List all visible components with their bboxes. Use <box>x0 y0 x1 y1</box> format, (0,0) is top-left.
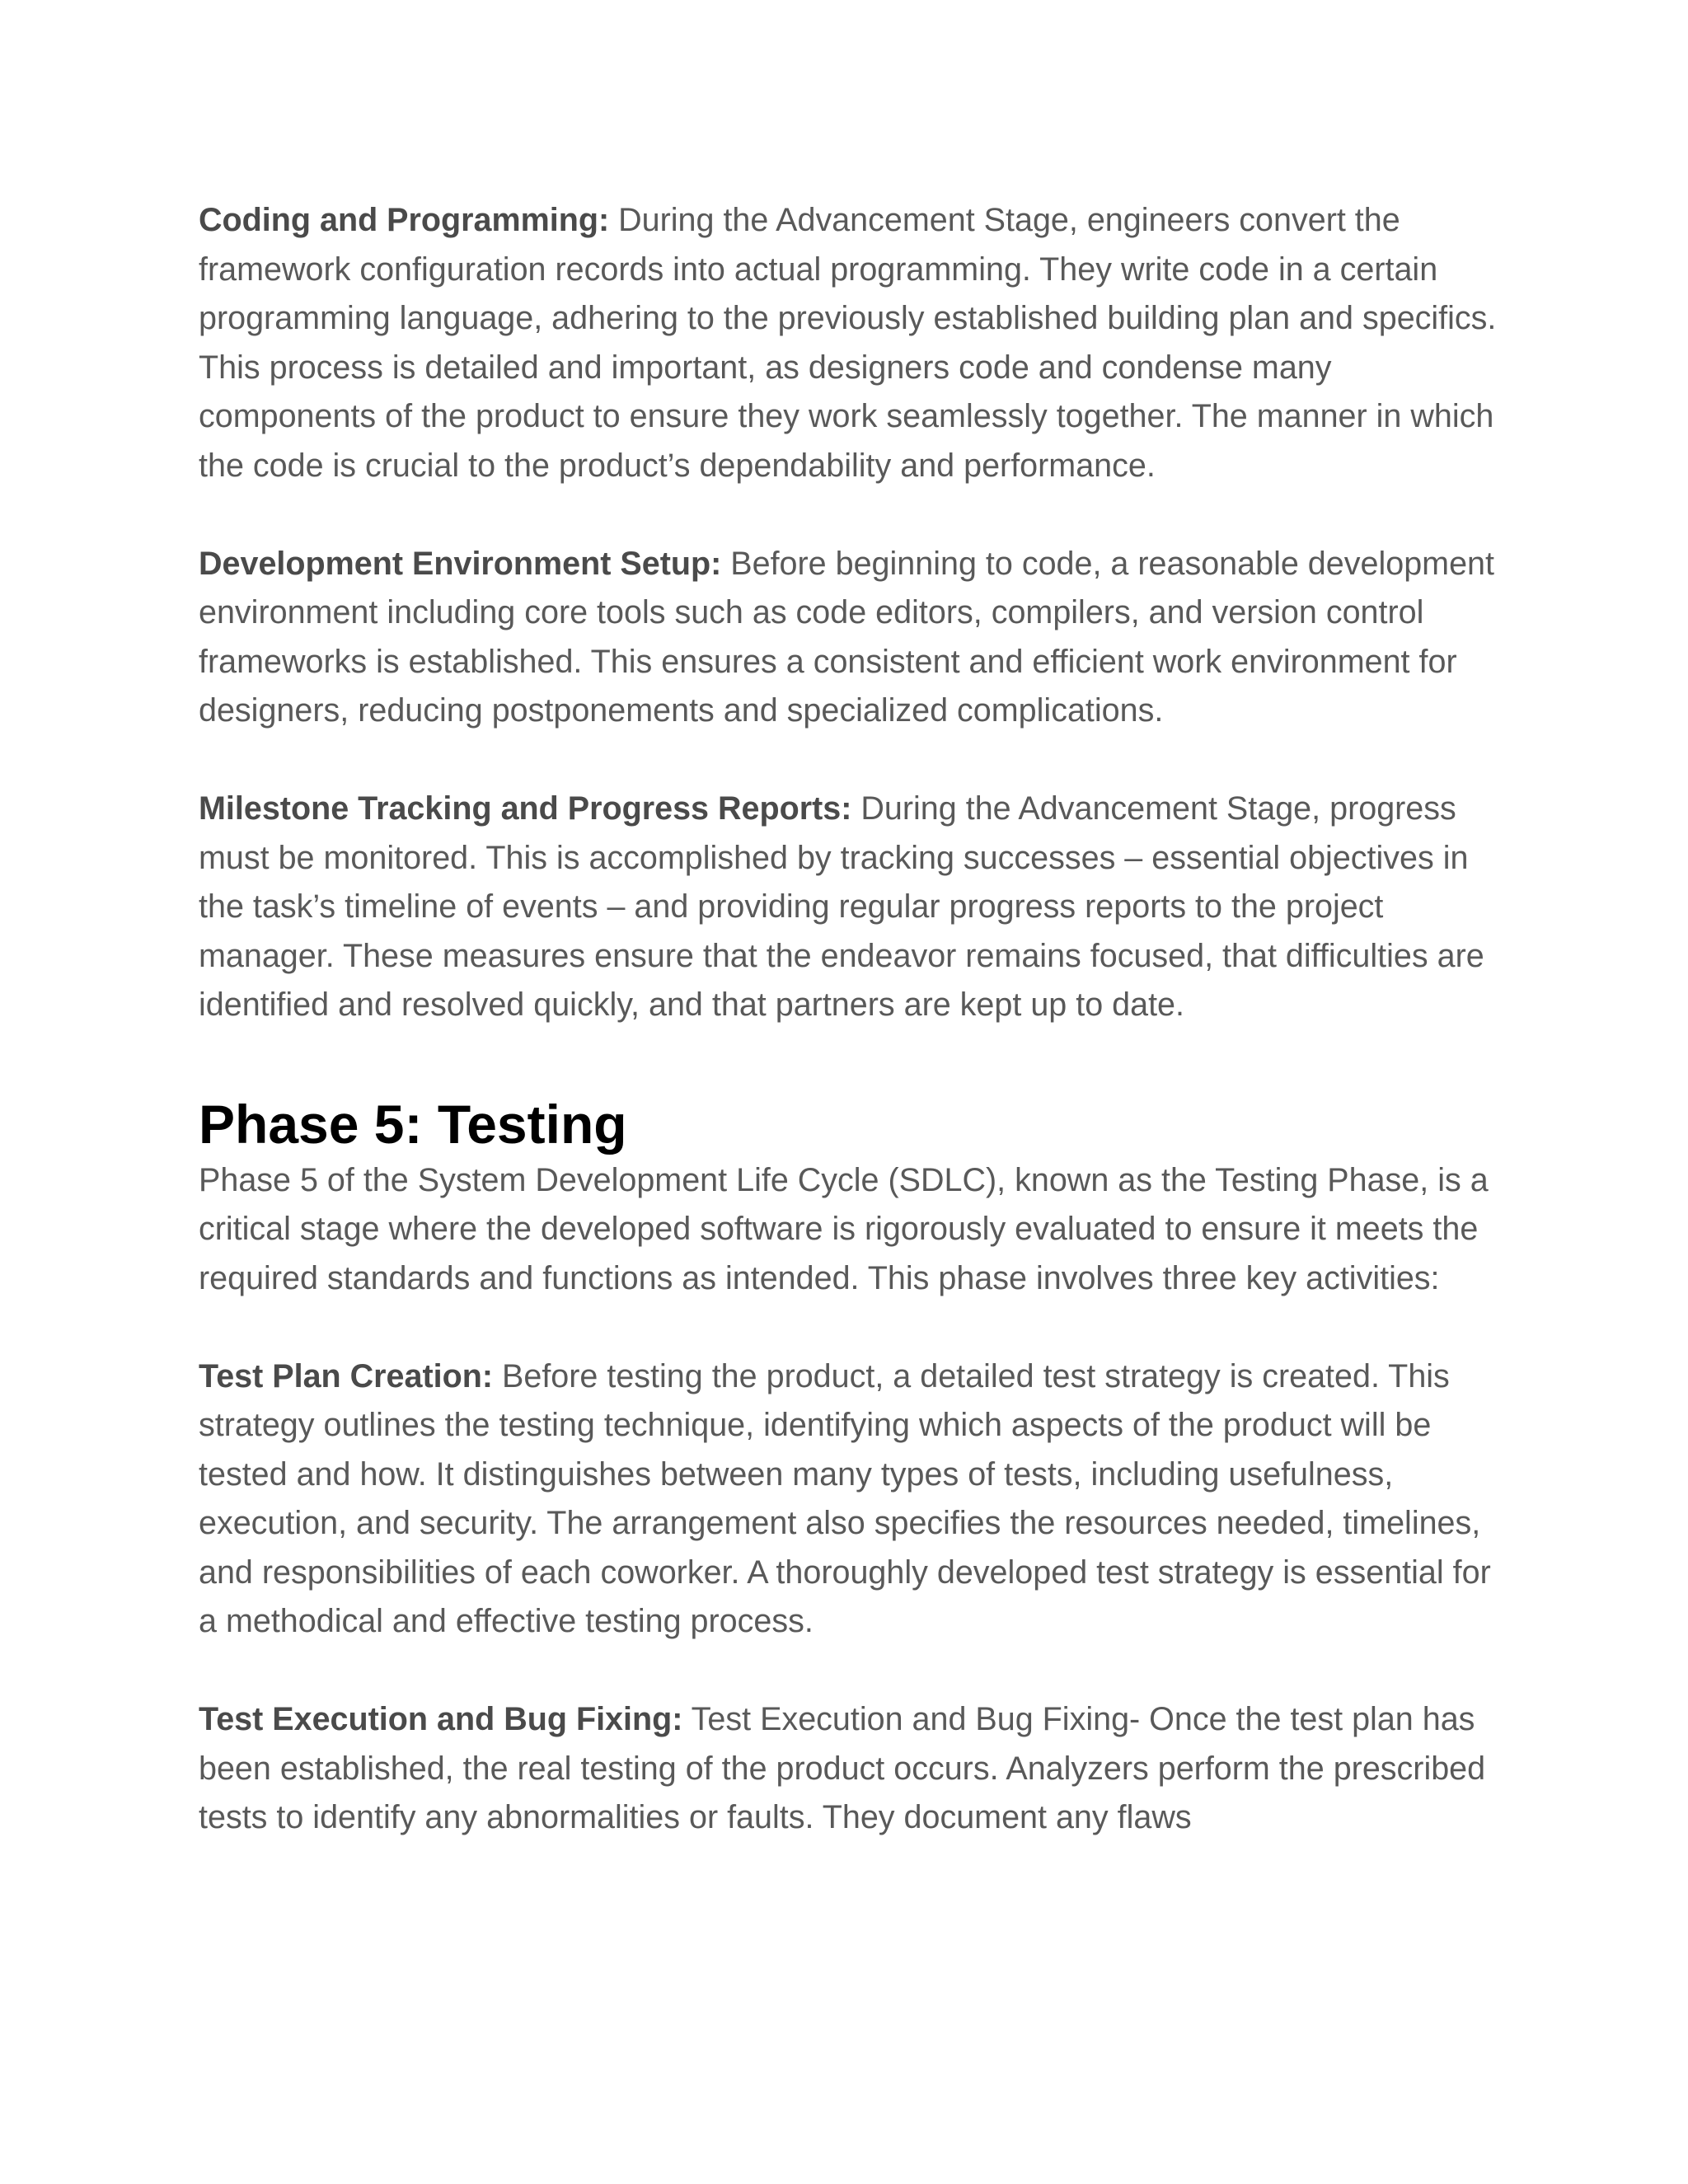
paragraph-milestone-tracking <box>199 785 1517 1030</box>
paragraph-text: During the Advancement Stage, progress must be monitored. This is accomplished by tracking successes – essential objectives in the task’s timeline of events – and providing regular progress reports to the project manager. These measures ensure that the endeavor remains focused, that difficulties are identified and resolved quickly, and that partners are kept up to date. <box>199 790 1484 1023</box>
paragraph-lead: Development Environment Setup: <box>199 545 722 582</box>
paragraph-lead: Milestone Tracking and Progress Reports: <box>199 790 852 827</box>
section-heading: Phase 5: Testing <box>199 1093 627 1155</box>
paragraph-development-environment-setup <box>199 540 1517 736</box>
document-body <box>199 196 1517 1843</box>
paragraph-lead: Test Execution and Bug Fixing: <box>199 1701 683 1737</box>
paragraph-text: Before beginning to code, a reasonable development environment including core tools such as code editors, compilers, and version control frameworks is established. This ensures a consistent and efficient work environment for designers, reducing postponements and specialized complications. <box>199 545 1494 729</box>
paragraph-text: Test Execution and Bug Fixing- Once the test plan has been established, the real testing of the product occurs. Analyzers perform the prescribed tests to identify any abnormalities or faults. They document any flaws <box>199 1701 1486 1835</box>
paragraph-text: Before testing the product, a detailed test strategy is created. This strategy outlines the testing technique, identifying which aspects of the product will be tested and how. It distinguishes between many types of tests, including usefulness, execution, and security. The arrangement also specifies the resources needed, timelines, and responsibilities of each coworker. A thoroughly developed test strategy is essential for a methodical and effective testing process. <box>199 1357 1491 1639</box>
paragraph-text: During the Advancement Stage, engineers convert the framework configuration records into actual programming. They write code in a certain programming language, adhering to the previously established building plan and specifics. This process is detailed and important, as designers code and condense many components of the product to ensure they work seamlessly together. The manner in which the code is crucial to the product’s dependability and performance. <box>199 202 1497 484</box>
paragraph-coding-and-programming <box>199 196 1517 490</box>
paragraph-test-execution-bug-fixing <box>199 1695 1517 1843</box>
paragraph-test-plan-creation <box>199 1352 1517 1647</box>
paragraph-lead: Test Plan Creation: <box>199 1357 494 1394</box>
section-intro: Phase 5 of the System Development Life Cycle (SDLC), known as the Testing Phase, is a critical stage where the developed software is rigorously evaluated to ensure it meets the required standards and functions as intended. This phase involves three key activities: <box>199 1161 1489 1296</box>
paragraph-lead: Coding and Programming: <box>199 202 610 238</box>
